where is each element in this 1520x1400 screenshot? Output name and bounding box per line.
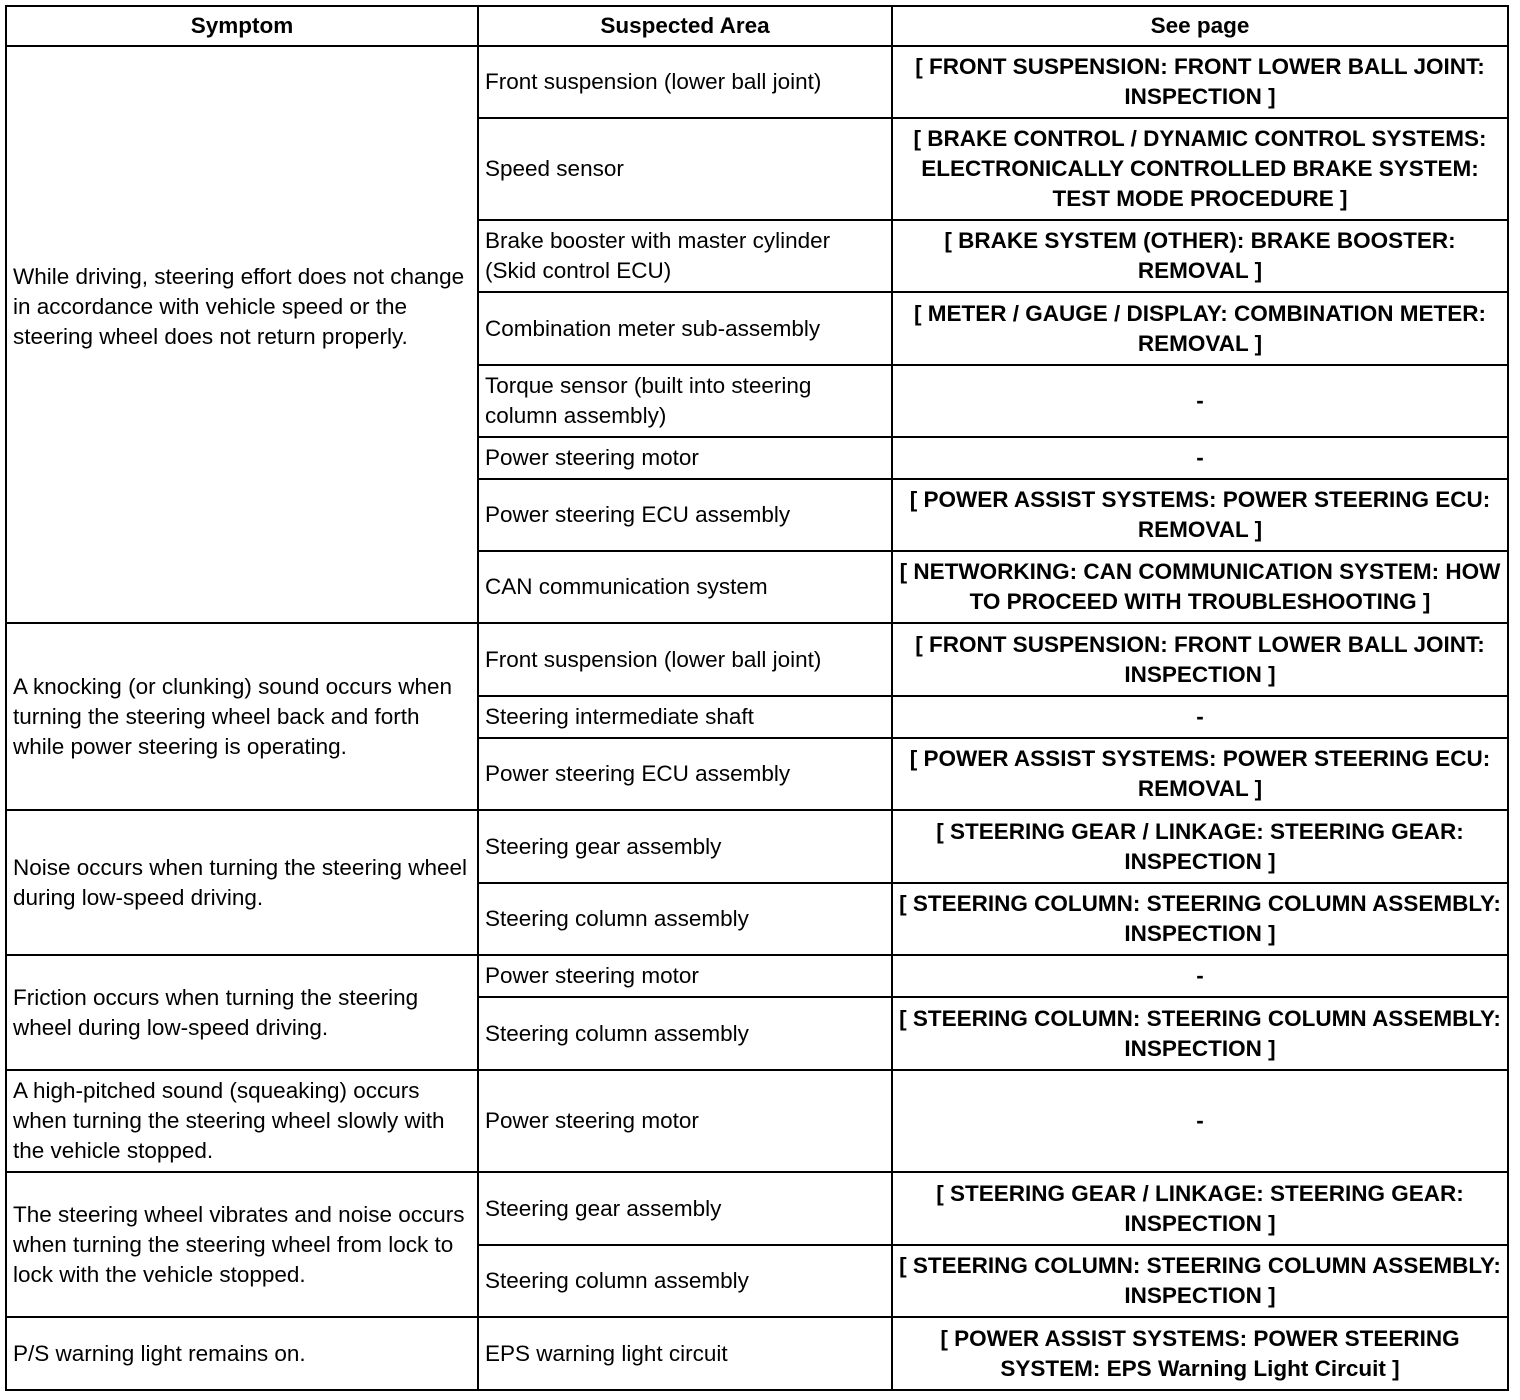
symptom-cell: While driving, steering effort does not change in accordance with vehicle speed or the steering wheel does not return properly. — [6, 46, 478, 623]
see-page-cell: - — [892, 696, 1508, 738]
see-page-cell: [ FRONT SUSPENSION: FRONT LOWER BALL JOINT: INSPECTION ] — [892, 623, 1508, 696]
suspected-area-cell: Steering gear assembly — [478, 810, 892, 883]
table-row — [6, 810, 1508, 883]
table-row — [6, 1070, 1508, 1172]
troubleshooting-table — [5, 5, 1509, 1391]
header-row — [6, 6, 1508, 46]
see-page-cell: [ NETWORKING: CAN COMMUNICATION SYSTEM: HOW TO PROCEED WITH TROUBLESHOOTING ] — [892, 551, 1508, 623]
see-page-cell: [ STEERING COLUMN: STEERING COLUMN ASSEMBLY: INSPECTION ] — [892, 1245, 1508, 1317]
suspected-area-cell: Steering intermediate shaft — [478, 696, 892, 738]
header-see-page: See page — [892, 6, 1508, 46]
suspected-area-cell: Steering gear assembly — [478, 1172, 892, 1245]
suspected-area-cell: Power steering motor — [478, 955, 892, 997]
suspected-area-cell: Steering column assembly — [478, 1245, 892, 1317]
suspected-area-cell: Power steering ECU assembly — [478, 479, 892, 551]
symptom-cell: Friction occurs when turning the steering wheel during low-speed driving. — [6, 955, 478, 1070]
suspected-area-cell: Power steering motor — [478, 1070, 892, 1172]
table-row — [6, 623, 1508, 696]
suspected-area-cell: EPS warning light circuit — [478, 1317, 892, 1390]
header-symptom: Symptom — [6, 6, 478, 46]
suspected-area-cell: Power steering ECU assembly — [478, 738, 892, 810]
suspected-area-cell: Speed sensor — [478, 118, 892, 220]
see-page-cell: [ STEERING COLUMN: STEERING COLUMN ASSEMBLY: INSPECTION ] — [892, 883, 1508, 955]
table-row — [6, 46, 1508, 118]
symptom-cell: A high-pitched sound (squeaking) occurs when turning the steering wheel slowly with the vehicle stopped. — [6, 1070, 478, 1172]
see-page-cell: - — [892, 437, 1508, 479]
suspected-area-cell: Front suspension (lower ball joint) — [478, 623, 892, 696]
suspected-area-cell: Torque sensor (built into steering column assembly) — [478, 365, 892, 437]
see-page-cell: [ STEERING GEAR / LINKAGE: STEERING GEAR: INSPECTION ] — [892, 810, 1508, 883]
suspected-area-cell: Steering column assembly — [478, 883, 892, 955]
suspected-area-cell: Steering column assembly — [478, 997, 892, 1070]
table-row — [6, 955, 1508, 997]
see-page-cell: [ POWER ASSIST SYSTEMS: POWER STEERING ECU: REMOVAL ] — [892, 479, 1508, 551]
see-page-cell: [ POWER ASSIST SYSTEMS: POWER STEERING ECU: REMOVAL ] — [892, 738, 1508, 810]
symptom-cell: Noise occurs when turning the steering wheel during low-speed driving. — [6, 810, 478, 955]
symptom-cell: The steering wheel vibrates and noise occurs when turning the steering wheel from lock to lock with the vehicle stopped. — [6, 1172, 478, 1317]
see-page-cell: - — [892, 365, 1508, 437]
see-page-cell: [ POWER ASSIST SYSTEMS: POWER STEERING SYSTEM: EPS Warning Light Circuit ] — [892, 1317, 1508, 1390]
see-page-cell: [ BRAKE SYSTEM (OTHER): BRAKE BOOSTER: REMOVAL ] — [892, 220, 1508, 292]
see-page-cell: [ STEERING GEAR / LINKAGE: STEERING GEAR: INSPECTION ] — [892, 1172, 1508, 1245]
suspected-area-cell: Combination meter sub-assembly — [478, 292, 892, 365]
suspected-area-cell: Power steering motor — [478, 437, 892, 479]
symptom-cell: A knocking (or clunking) sound occurs when turning the steering wheel back and forth while power steering is operating. — [6, 623, 478, 810]
suspected-area-cell: Brake booster with master cylinder (Skid control ECU) — [478, 220, 892, 292]
header-suspected-area: Suspected Area — [478, 6, 892, 46]
see-page-cell: [ FRONT SUSPENSION: FRONT LOWER BALL JOINT: INSPECTION ] — [892, 46, 1508, 118]
table-row — [6, 1172, 1508, 1245]
see-page-cell: [ STEERING COLUMN: STEERING COLUMN ASSEMBLY: INSPECTION ] — [892, 997, 1508, 1070]
table-row — [6, 1317, 1508, 1390]
symptom-cell: P/S warning light remains on. — [6, 1317, 478, 1390]
see-page-cell: [ BRAKE CONTROL / DYNAMIC CONTROL SYSTEMS: ELECTRONICALLY CONTROLLED BRAKE SYSTEM: TEST MODE PROCEDURE ] — [892, 118, 1508, 220]
see-page-cell: [ METER / GAUGE / DISPLAY: COMBINATION METER: REMOVAL ] — [892, 292, 1508, 365]
suspected-area-cell: Front suspension (lower ball joint) — [478, 46, 892, 118]
see-page-cell: - — [892, 955, 1508, 997]
see-page-cell: - — [892, 1070, 1508, 1172]
suspected-area-cell: CAN communication system — [478, 551, 892, 623]
